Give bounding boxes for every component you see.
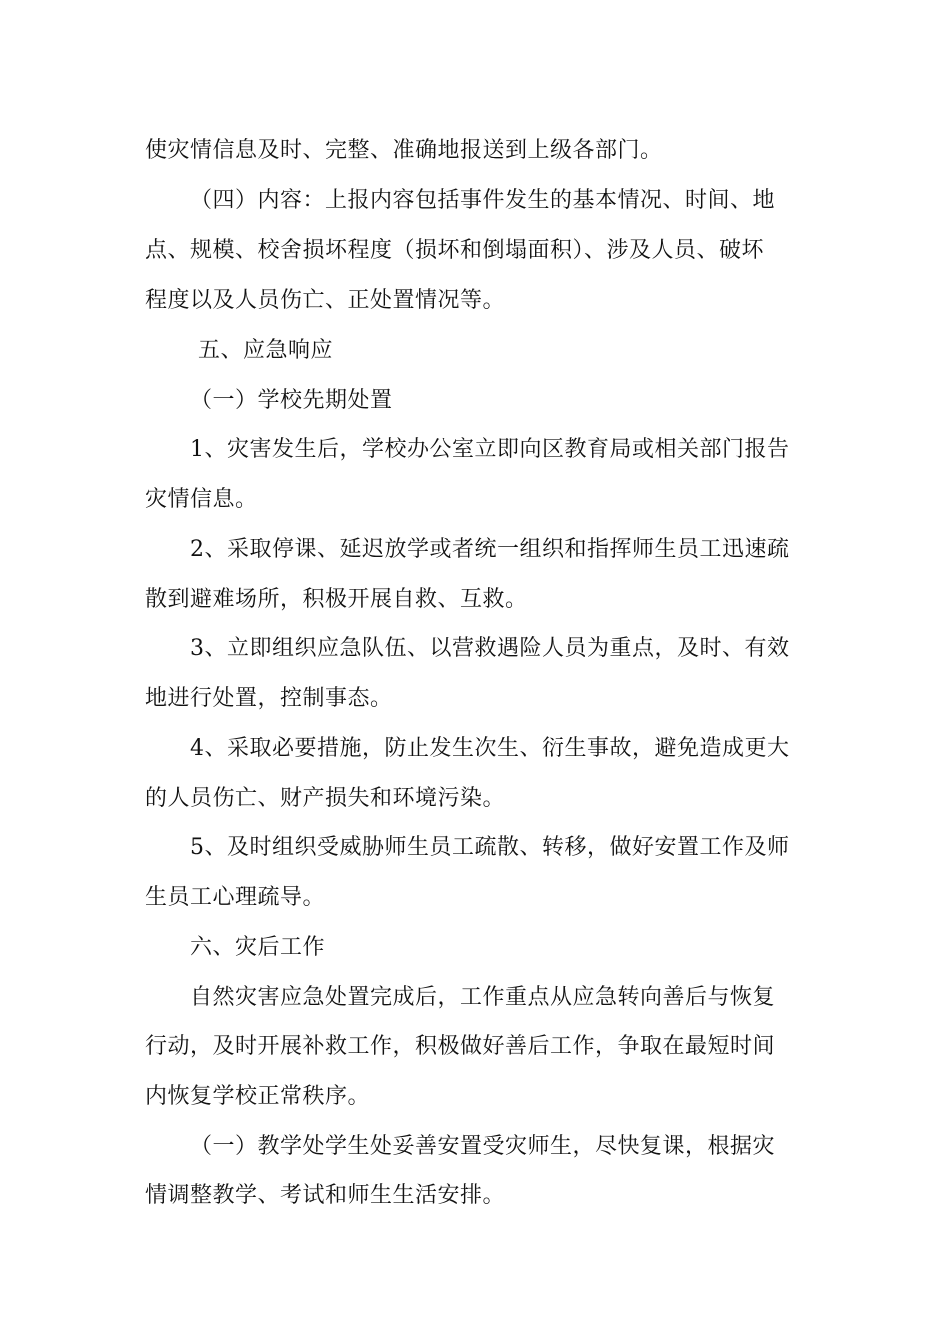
text-line: 1、灾害发生后，学校办公室立即向区教育局或相关部门报告 xyxy=(190,437,790,462)
text-line: （一）教学处学生处妥善安置受灾师生，尽快复课，根据灾 xyxy=(190,1134,776,1159)
text-line: 4、采取必要措施，防止发生次生、衍生事故，避免造成更大 xyxy=(190,736,790,761)
text-line: （四）内容：上报内容包括事件发生的基本情况、时间、地 xyxy=(190,188,776,213)
text-line: 内恢复学校正常秩序。 xyxy=(145,1084,371,1109)
text-line: 情调整教学、考试和师生生活安排。 xyxy=(145,1183,506,1208)
text-line: 点、规模、校舍损坏程度（损坏和倒塌面积）、涉及人员、破坏 xyxy=(145,238,765,263)
text-line: 散到避难场所，积极开展自救、互救。 xyxy=(145,587,528,612)
text-line: 地进行处置，控制事态。 xyxy=(145,686,393,711)
text-line: 灾情信息。 xyxy=(145,487,258,512)
text-line: 2、采取停课、延迟放学或者统一组织和指挥师生员工迅速疏 xyxy=(190,537,790,562)
section-heading: 五、应急响应 xyxy=(198,338,334,363)
text-line: 3、立即组织应急队伍、以营救遇险人员为重点，及时、有效 xyxy=(190,636,790,661)
text-line: 生员工心理疏导。 xyxy=(145,885,326,910)
section-heading: 六、灾后工作 xyxy=(190,935,326,960)
text-line: 自然灾害应急处置完成后，工作重点从应急转向善后与恢复 xyxy=(190,985,776,1010)
text-line: 使灾情信息及时、完整、准确地报送到上级各部门。 xyxy=(145,138,663,163)
text-line: 程度以及人员伤亡、正处置情况等。 xyxy=(145,288,506,313)
subsection-heading: （一）学校先期处置 xyxy=(190,388,393,413)
text-line: 行动，及时开展补救工作，积极做好善后工作，争取在最短时间 xyxy=(145,1034,776,1059)
text-line: 的人员伤亡、财产损失和环境污染。 xyxy=(145,786,506,811)
text-line: 5、及时组织受威胁师生员工疏散、转移，做好安置工作及师 xyxy=(190,835,790,860)
